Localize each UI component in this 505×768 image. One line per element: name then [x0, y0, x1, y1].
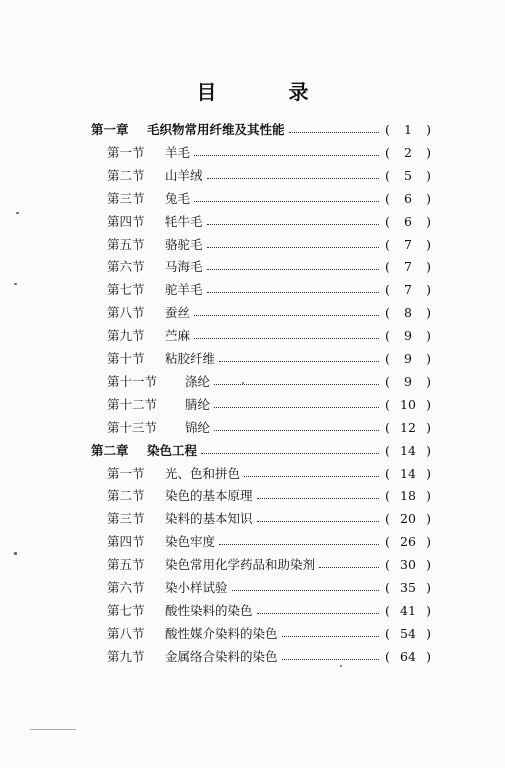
page-paren-open: ( [385, 191, 390, 206]
toc-leader-dots [214, 407, 379, 408]
toc-entry-title: 粘胶纤维 [165, 351, 216, 366]
toc-leader-dots [232, 590, 379, 591]
toc-entry-label: 第四节 [107, 534, 145, 549]
toc-entry-label: 第八节 [107, 305, 145, 320]
page-paren-close: ) [426, 466, 431, 481]
toc-leader-dots [207, 247, 379, 248]
toc-page-number [385, 280, 431, 300]
toc-leader-dots [194, 155, 379, 156]
toc-leader-dots [257, 498, 379, 499]
toc-entry-label: 第十一节 [107, 374, 158, 389]
toc-entry-label: 第九节 [107, 649, 145, 664]
page-number-value: 2 [404, 145, 412, 160]
toc-page-number [385, 647, 431, 667]
toc-entry-title: 毛织物常用纤维及其性能 [147, 122, 285, 137]
page-paren-open: ( [385, 580, 390, 595]
toc-leader-dots [219, 361, 379, 362]
page-paren-open: ( [385, 328, 390, 343]
page-paren-open: ( [385, 305, 390, 320]
toc-entry-title: 驼羊毛 [165, 282, 203, 297]
toc-entry-title: 染色工程 [147, 443, 198, 458]
toc-leader-dots [201, 453, 379, 454]
toc-page-number [385, 326, 431, 346]
toc-entry-label: 第十三节 [107, 420, 158, 435]
page-number-value: 14 [400, 443, 416, 458]
page-number-value: 35 [400, 580, 416, 595]
page-number-value: 7 [404, 282, 412, 297]
toc-entry-title: 腈纶 [185, 397, 211, 412]
scan-speck [14, 552, 17, 555]
page-number-value: 5 [404, 168, 412, 183]
page-paren-open: ( [385, 374, 390, 389]
toc-section-row [107, 349, 431, 369]
page-paren-close: ) [426, 305, 431, 320]
page-paren-close: ) [426, 328, 431, 343]
page-paren-open: ( [385, 122, 390, 137]
toc-entry-title: 酸性染料的染色 [165, 603, 253, 618]
page-paren-close: ) [426, 649, 431, 664]
toc-page-number [385, 395, 431, 415]
page-paren-open: ( [385, 511, 390, 526]
page-title: 目 录 [196, 80, 335, 104]
toc-entry-title: 涤纶 [185, 374, 211, 389]
toc-page-number [385, 143, 431, 163]
page-paren-close: ) [426, 168, 431, 183]
page-paren-close: ) [426, 374, 431, 389]
page-paren-close: ) [426, 488, 431, 503]
toc-leader-dots [207, 178, 379, 179]
page-paren-open: ( [385, 603, 390, 618]
toc-leader-dots [257, 613, 379, 614]
toc-entry-label: 第一章 [91, 122, 129, 137]
toc-page-number [385, 235, 431, 255]
toc-entry-title: 锦纶 [185, 420, 211, 435]
toc-entry-label: 第十二节 [107, 397, 158, 412]
page-number-value: 64 [400, 649, 416, 664]
toc-page-number [385, 486, 431, 506]
page-paren-close: ) [426, 603, 431, 618]
page-paren-open: ( [385, 145, 390, 160]
toc-entry-title: 牦牛毛 [165, 214, 203, 229]
toc-section-row [107, 647, 431, 667]
toc-entry-title: 染小样试验 [165, 580, 228, 595]
page-paren-close: ) [426, 351, 431, 366]
toc-entry-title: 苎麻 [165, 328, 191, 343]
toc-chapter-row [91, 120, 431, 140]
page-paren-close: ) [426, 626, 431, 641]
toc-leader-dots [289, 132, 379, 133]
toc-entry-label: 第四节 [107, 214, 145, 229]
toc-page-number [385, 212, 431, 232]
toc-page-number [385, 578, 431, 598]
toc-section-row [107, 624, 431, 644]
page-number-value: 41 [400, 603, 416, 618]
scan-speck [30, 729, 76, 730]
toc-page-number [385, 509, 431, 529]
page-paren-close: ) [426, 122, 431, 137]
toc-section-row [107, 578, 431, 598]
toc-entry-label: 第六节 [107, 580, 145, 595]
toc-section-row [107, 372, 431, 392]
toc-entry-title: 染色常用化学药品和助染剂 [165, 557, 316, 572]
toc-page-number [385, 418, 431, 438]
page-number-value: 12 [400, 420, 416, 435]
toc-section-row [107, 189, 431, 209]
scan-speck [14, 283, 17, 285]
page-paren-open: ( [385, 649, 390, 664]
page-number-value: 9 [404, 374, 412, 389]
page-number-value: 14 [400, 466, 416, 481]
page-number-value: 54 [400, 626, 416, 641]
toc-leader-dots [257, 521, 379, 522]
page-paren-close: ) [426, 259, 431, 274]
page-paren-close: ) [426, 237, 431, 252]
toc-chapter-row [91, 441, 431, 461]
toc-section-row [107, 235, 431, 255]
page-paren-close: ) [426, 443, 431, 458]
toc-entry-title: 骆驼毛 [165, 237, 203, 252]
page-number-value: 26 [400, 534, 416, 549]
toc-section-row [107, 532, 431, 552]
page-paren-open: ( [385, 351, 390, 366]
toc-entry-label: 第五节 [107, 557, 145, 572]
page-paren-close: ) [426, 580, 431, 595]
toc-page-number [385, 120, 431, 140]
toc-entry-title: 光、色和拼色 [165, 466, 241, 481]
toc-entry-title: 酸性媒介染料的染色 [165, 626, 278, 641]
page-number-value: 10 [400, 397, 416, 412]
page-paren-close: ) [426, 282, 431, 297]
page-number-value: 7 [404, 237, 412, 252]
toc-leader-dots [214, 430, 379, 431]
page-paren-close: ) [426, 214, 431, 229]
toc-entry-label: 第六节 [107, 259, 145, 274]
toc-leader-dots [207, 292, 379, 293]
toc-entry-label: 第五节 [107, 237, 145, 252]
toc-entry-label: 第一节 [107, 466, 145, 481]
page-paren-open: ( [385, 420, 390, 435]
page-number-value: 7 [404, 259, 412, 274]
toc-page-number [385, 189, 431, 209]
toc-page-number [385, 166, 431, 186]
toc-entry-title: 马海毛 [165, 259, 203, 274]
toc-entry-label: 第二节 [107, 488, 145, 503]
page-paren-open: ( [385, 282, 390, 297]
toc-section-row [107, 555, 431, 575]
toc-page-number [385, 257, 431, 277]
toc-leader-dots [207, 269, 379, 270]
toc-section-row [107, 601, 431, 621]
toc-section-row [107, 395, 431, 415]
page-paren-open: ( [385, 466, 390, 481]
toc-leader-dots [194, 338, 379, 339]
page-paren-open: ( [385, 237, 390, 252]
page-paren-open: ( [385, 557, 390, 572]
toc-entry-title: 染色的基本原理 [165, 488, 253, 503]
toc-leader-dots [282, 659, 379, 660]
toc-entry-label: 第九节 [107, 328, 145, 343]
page-paren-close: ) [426, 557, 431, 572]
page-number-value: 1 [404, 122, 412, 137]
toc-entry-title: 金属络合染料的染色 [165, 649, 278, 664]
page-paren-close: ) [426, 420, 431, 435]
toc-entry-title: 羊毛 [165, 145, 191, 160]
toc-entry-label: 第三节 [107, 191, 145, 206]
toc-page-number [385, 464, 431, 484]
page-paren-open: ( [385, 168, 390, 183]
scan-speck [242, 382, 244, 384]
scan-speck [340, 665, 342, 667]
toc-leader-dots [282, 636, 379, 637]
toc-entry-label: 第二节 [107, 168, 145, 183]
page-paren-close: ) [426, 397, 431, 412]
page-paren-close: ) [426, 534, 431, 549]
page-number-value: 6 [404, 214, 412, 229]
toc-page-number [385, 555, 431, 575]
page-paren-open: ( [385, 443, 390, 458]
page-paren-close: ) [426, 145, 431, 160]
page-paren-open: ( [385, 534, 390, 549]
toc-leader-dots [194, 201, 379, 202]
page-paren-open: ( [385, 488, 390, 503]
toc-page-number [385, 349, 431, 369]
toc-section-row [107, 418, 431, 438]
toc-entry-label: 第一节 [107, 145, 145, 160]
toc-entry-title: 染料的基本知识 [165, 511, 253, 526]
toc-section-row [107, 464, 431, 484]
page-paren-open: ( [385, 626, 390, 641]
page-paren-open: ( [385, 259, 390, 274]
page-number-value: 18 [400, 488, 416, 503]
toc-entry-title: 山羊绒 [165, 168, 203, 183]
toc-section-row [107, 166, 431, 186]
page-number-value: 9 [404, 351, 412, 366]
toc-entry-label: 第十节 [107, 351, 145, 366]
toc-page-number [385, 601, 431, 621]
toc-page-number [385, 441, 431, 461]
page-paren-close: ) [426, 511, 431, 526]
toc-leader-dots [214, 384, 379, 385]
toc-entry-label: 第七节 [107, 282, 145, 297]
page-number-value: 9 [404, 328, 412, 343]
toc-entry-title: 蚕丝 [165, 305, 191, 320]
page-paren-close: ) [426, 191, 431, 206]
scan-speck [16, 212, 19, 214]
page-number-value: 6 [404, 191, 412, 206]
toc-page-number [385, 624, 431, 644]
page-number-value: 30 [400, 557, 416, 572]
page-number-value: 8 [404, 305, 412, 320]
toc-entry-title: 染色牢度 [165, 534, 216, 549]
toc-leader-dots [207, 224, 379, 225]
toc-section-row [107, 212, 431, 232]
toc-leader-dots [219, 544, 379, 545]
page-number-value: 20 [400, 511, 416, 526]
toc-entry-label: 第三节 [107, 511, 145, 526]
toc-entry-label: 第二章 [91, 443, 129, 458]
page-paren-open: ( [385, 214, 390, 229]
toc-page-number [385, 303, 431, 323]
toc-section-row [107, 303, 431, 323]
toc-entry-label: 第八节 [107, 626, 145, 641]
toc-leader-dots [244, 476, 379, 477]
toc-page-number [385, 372, 431, 392]
toc-entry-title: 兔毛 [165, 191, 191, 206]
toc-section-row [107, 486, 431, 506]
toc-section-row [107, 143, 431, 163]
toc-leader-dots [194, 315, 379, 316]
toc-leader-dots [319, 567, 379, 568]
toc-section-row [107, 509, 431, 529]
toc-section-row [107, 280, 431, 300]
toc-section-row [107, 257, 431, 277]
toc-page-number [385, 532, 431, 552]
toc-section-row [107, 326, 431, 346]
page-paren-open: ( [385, 397, 390, 412]
toc-entry-label: 第七节 [107, 603, 145, 618]
